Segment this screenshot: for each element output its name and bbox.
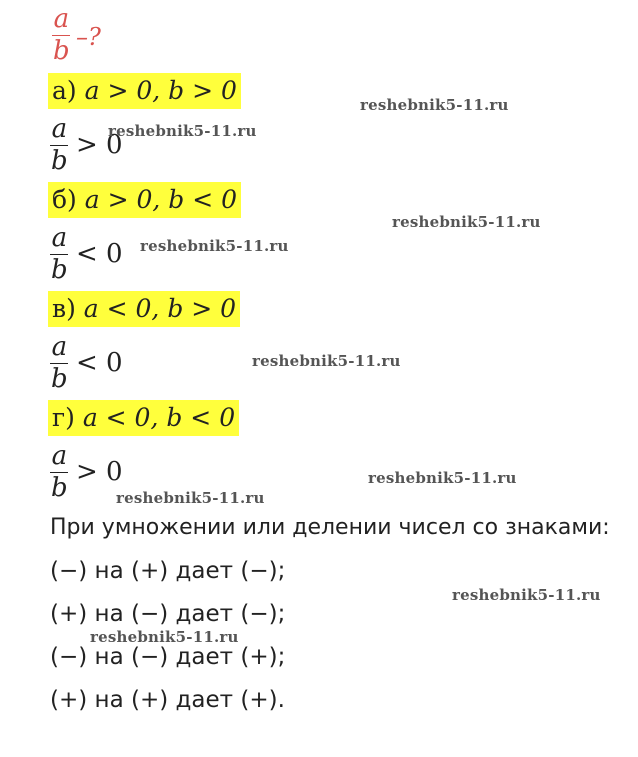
fraction-denominator: b [51, 473, 68, 503]
fraction-denominator: b [51, 364, 68, 394]
fraction-numerator: a [51, 114, 68, 144]
case-v-condition [48, 291, 240, 327]
case-v-result: < 0 [76, 348, 123, 378]
case-g-fraction [48, 443, 71, 501]
rule-line-2: (+) на (−) дает (−); [50, 601, 286, 627]
case-a-condition [48, 73, 241, 109]
fraction-denominator: b [51, 255, 68, 285]
case-g-result: > 0 [76, 457, 123, 487]
rule-line-4: (+) на (+) дает (+). [50, 687, 285, 713]
case-b-fraction [48, 225, 71, 283]
watermark: reshebnik5-11.ru [392, 213, 541, 231]
case-b-expression: a > 0, b < 0 [84, 185, 238, 214]
watermark: reshebnik5-11.ru [252, 352, 401, 370]
rules-intro: При умножении или делении чисел со знаками: [50, 515, 610, 540]
question-denominator: b [53, 36, 70, 66]
question-suffix: –? [76, 23, 101, 51]
case-v-label: в) [52, 294, 76, 323]
case-b-label: б) [52, 185, 77, 214]
case-b-condition [48, 182, 241, 218]
watermark: reshebnik5-11.ru [90, 628, 239, 646]
watermark: reshebnik5-11.ru [140, 237, 289, 255]
watermark: reshebnik5-11.ru [452, 586, 601, 604]
rule-line-3: (−) на (−) дает (+); [50, 644, 286, 670]
case-a-expression: a > 0, b > 0 [84, 76, 237, 105]
fraction-numerator: a [51, 332, 68, 362]
watermark: reshebnik5-11.ru [360, 96, 509, 114]
case-g-condition [48, 400, 239, 436]
case-a-result: > 0 [76, 130, 123, 160]
fraction-numerator: a [51, 441, 68, 471]
watermark: reshebnik5-11.ru [108, 122, 257, 140]
case-a-fraction [48, 116, 71, 174]
case-b-result: < 0 [76, 239, 123, 269]
case-v-fraction [48, 334, 71, 392]
watermark: reshebnik5-11.ru [116, 489, 265, 507]
fraction-denominator: b [51, 146, 68, 176]
fraction-numerator: a [51, 223, 68, 253]
case-g-expression: a < 0, b < 0 [82, 403, 236, 432]
watermark: reshebnik5-11.ru [368, 469, 517, 487]
question-numerator: a [53, 4, 70, 34]
case-g-label: г) [52, 403, 75, 432]
case-v-expression: a < 0, b > 0 [83, 294, 237, 323]
rule-line-1: (−) на (+) дает (−); [50, 558, 286, 584]
case-a-label: а) [52, 76, 77, 105]
question-fraction [50, 6, 73, 64]
